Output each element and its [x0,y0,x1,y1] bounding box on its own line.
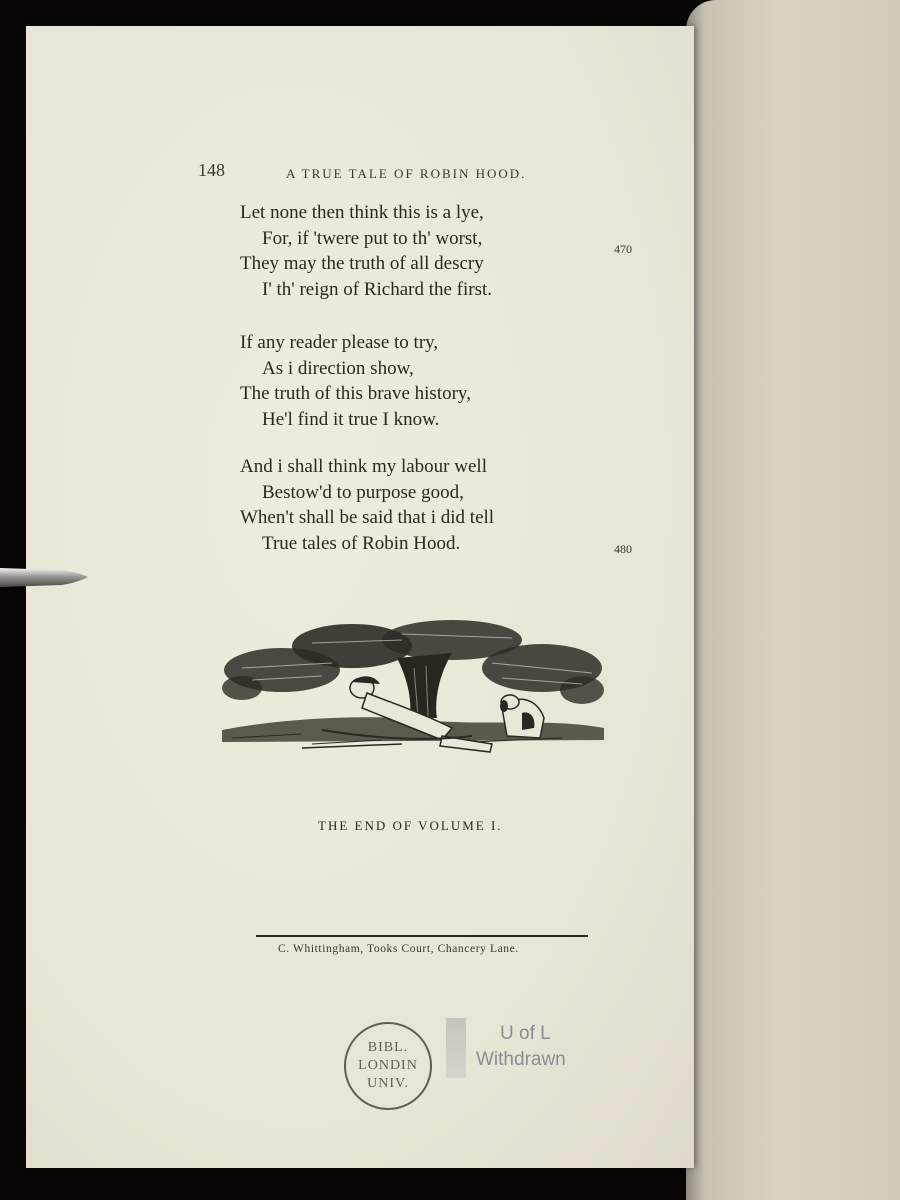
woodcut-sleeping-archer-icon [222,618,604,762]
stamp-line: UNIV. [367,1076,409,1091]
verse-line: When't shall be said that i did tell [240,507,495,528]
withdrawn-label [476,1020,566,1072]
verse-line: And i shall think my labour well [240,456,487,477]
line-number-470: 470 [614,242,632,256]
withdrawn-line-1: U of L [500,1023,551,1044]
withdrawn-line-2: Withdrawn [476,1049,566,1070]
running-title: A TRUE TALE OF ROBIN HOOD. [286,166,527,181]
stanza-1 [240,200,492,302]
stanza-2 [240,330,471,432]
book-page [26,26,694,1168]
verse-line: For, if 'twere put to th' worst, [262,227,483,249]
end-of-volume-title: THE END OF VOLUME I. [318,818,503,833]
line-number-480: 480 [614,542,632,556]
verse-line: Let none then think this is a lye, [240,202,484,223]
verse-line: The truth of this brave history, [240,383,471,404]
stamp-line: BIBL. [367,1040,409,1055]
stamp-line: LONDIN [358,1058,418,1073]
verse-line: He'l find it true I know. [262,408,440,430]
verse-line: Bestow'd to purpose good, [262,481,464,503]
page-number: 148 [198,160,225,180]
stanza-3 [240,454,494,556]
divider-rule [256,935,588,937]
library-stamp [344,1022,432,1110]
verse-line: They may the truth of all descry [240,253,484,274]
facing-page [686,0,900,1200]
withdrawn-mark [446,1018,466,1078]
verse-line: If any reader please to try, [240,332,439,353]
verse-line: True tales of Robin Hood. [262,532,461,554]
verse-line: I' th' reign of Richard the first. [262,278,493,300]
printer-imprint: C. Whittingham, Tooks Court, Chancery Lane. [278,943,519,955]
metal-pointer-icon [0,562,90,592]
verse-line: As i direction show, [262,357,414,379]
